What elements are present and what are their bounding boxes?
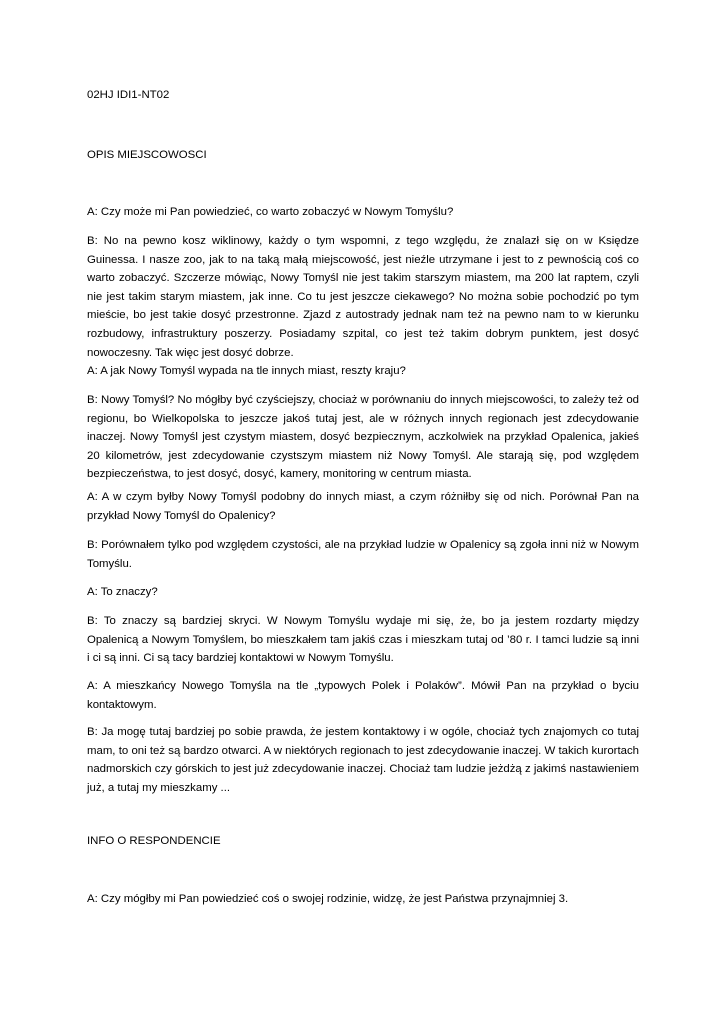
- paragraph-answer-1: B: No na pewno kosz wiklinowy, każdy o tym wspomni, z tego względu, że znalazł się on w Księdze Guinessa. I nasze zoo, jak to na taką małą miejscowość, jest nieźle utrzymane i jest to z pewnością coś co warto zobaczyć. Szczerze mówiąc, Nowy Tomyśl nie jest takim starszym miastem, ma 200 lat raptem, czyli nie jest takim starym miastem, jak inne. Co tu jest jeszcze ciekawego? No można sobie pochodzić po tym mieście, bo jest takie dosyć przestronne. Zjazd z autostrady jednak nam też na pewno nam to w kierunku rozbudowy, infrastruktury poszerzy. Posiadamy szpital, co jest też takim dobrym punktem, jest dosyć nowoczesny. Tak więc jest dosyć dobrze.: [87, 235, 639, 359]
- paragraph-answer-5: B: Ja mogę tutaj bardziej po sobie prawda, że jestem kontaktowy i w ogóle, chociaż tych znajomych co tutaj mam, to oni też są bardzo otwarci. A w niektórych regionach to jest zdecydowanie inaczej. W takich kurortach nadmorskich czy górskich to jest już zdecydowanie inaczej. Chociaż tam ludzie jeżdżą z jakimś nastawieniem już, a tutaj my mieszkamy ...: [87, 726, 639, 794]
- section-heading-opis-miejscowosci: OPIS MIEJSCOWOSCI: [87, 149, 207, 161]
- document-code: 02HJ IDI1-NT02: [87, 89, 170, 101]
- section-heading-info-o-respondencie: INFO O RESPONDENCIE: [87, 835, 221, 847]
- paragraph-question-6: A: Czy mógłby mi Pan powiedzieć coś o swojej rodzinie, widzę, że jest Państwa przynajmniej 3.: [87, 893, 569, 905]
- paragraph-question-2: A: A jak Nowy Tomyśl wypada na tle innych miast, reszty kraju?: [87, 365, 406, 377]
- paragraph-answer-3: B: Porównałem tylko pod względem czystości, ale na przykład ludzie w Opalenicy są zgoła inni niż w Nowym Tomyślu.: [87, 539, 639, 570]
- paragraph-question-1: A: Czy może mi Pan powiedzieć, co warto zobaczyć w Nowym Tomyślu?: [87, 206, 454, 218]
- paragraph-answer-4: B: To znaczy są bardziej skryci. W Nowym Tomyślu wydaje mi się, że, bo ja jestem rozdarty między Opalenicą a Nowym Tomyślem, bo mieszkałem tam jakiś czas i mieszkam tutaj od ’80 r. I tamci ludzie są inni i ci są inni. Ci są tacy bardziej kontaktowi w Nowym Tomyślu.: [87, 615, 639, 665]
- paragraph-question-5: A: A mieszkańcy Nowego Tomyśla na tle „typowych Polek i Polaków”. Mówił Pan na przykład o byciu kontaktowym.: [87, 680, 639, 711]
- paragraph-answer-2: B: Nowy Tomyśl? No mógłby być czyściejszy, chociaż w porównaniu do innych miejscowości, to zależy też od regionu, bo Wielkopolska to jeszcze jakoś tutaj jest, ale w różnych innych regionach jest zdecydowanie inaczej. Nowy Tomyśl jest czystym miastem, dosyć bezpiecznym, aczkolwiek na przykład Opalenica, jakieś 20 kilometrów, jest zdecydowanie czystszym miastem niż Nowy Tomyśl. Ale starają się, pod względem bezpieczeństwa, to jest dosyć, dosyć, kamery, monitoring w centrum miasta.: [87, 394, 639, 481]
- paragraph-question-3: A: A w czym byłby Nowy Tomyśl podobny do innych miast, a czym różniłby się od nich. Porównał Pan na przykład Nowy Tomyśl do Opalenicy?: [87, 491, 639, 522]
- paragraph-question-4: A: To znaczy?: [87, 586, 158, 598]
